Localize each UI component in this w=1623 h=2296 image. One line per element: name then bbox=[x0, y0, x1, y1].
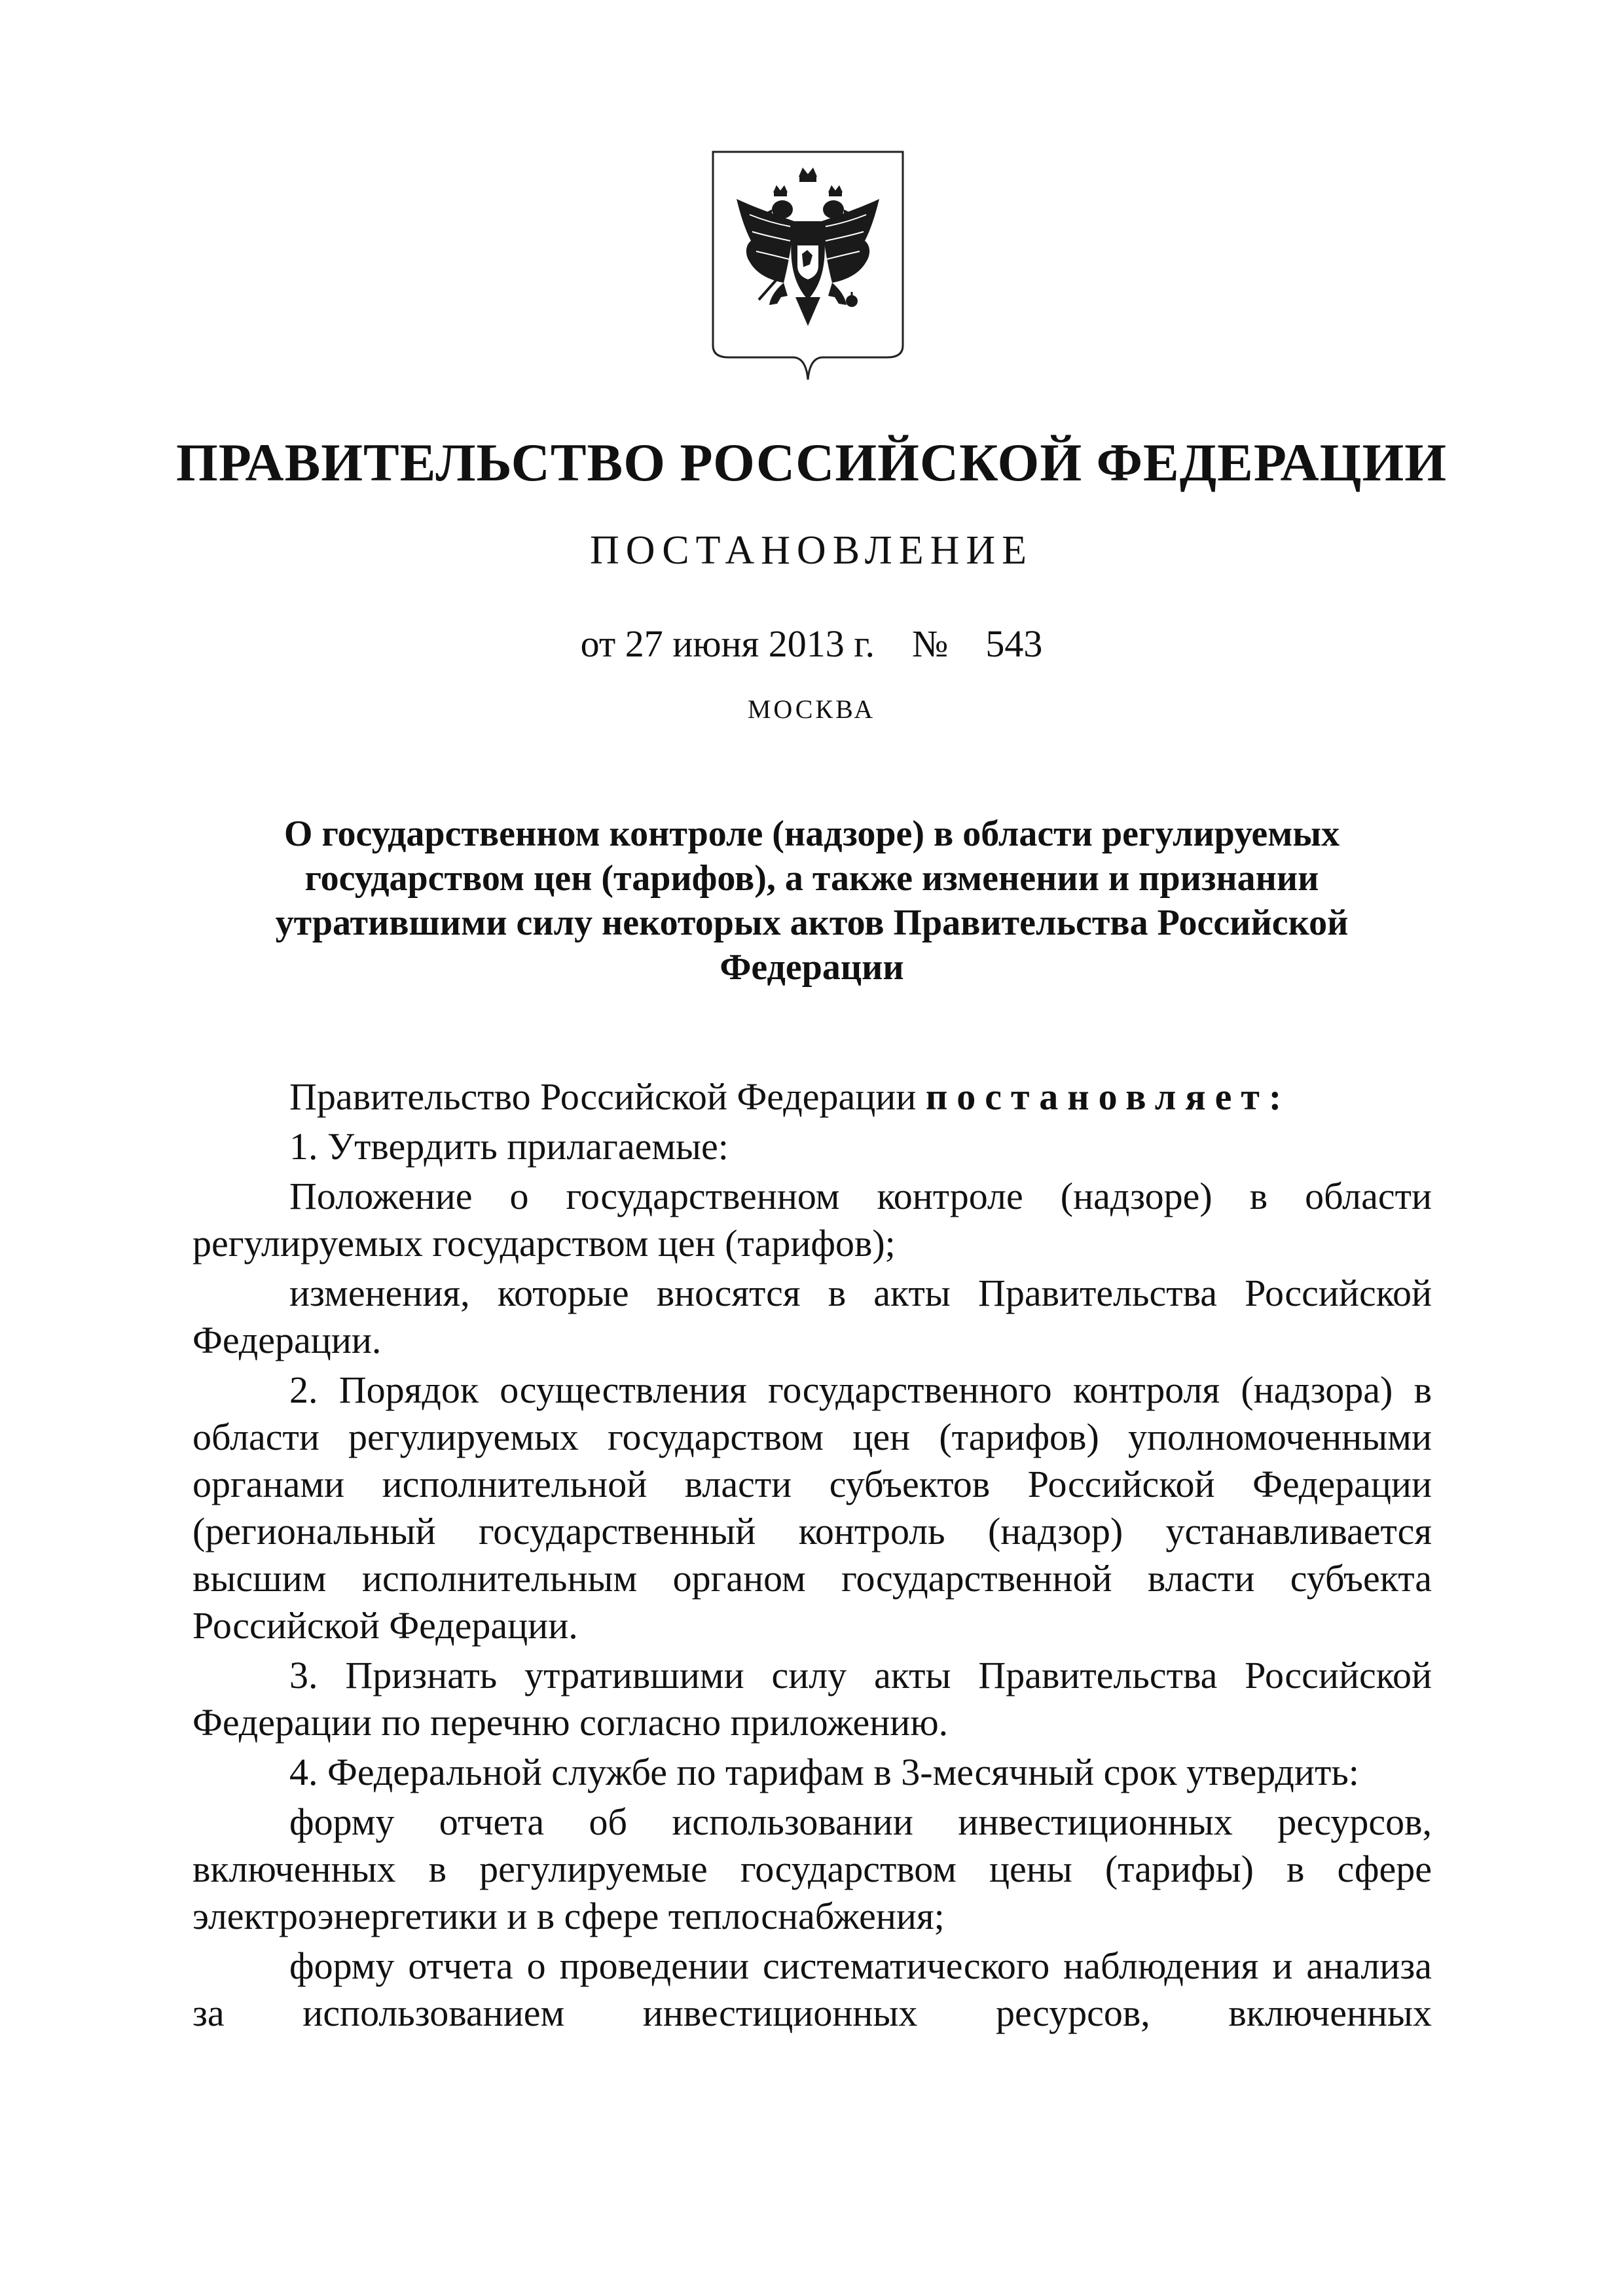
paragraph-2: 2. Порядок осуществления государственного контроля (надзора) в области регулируемых государством цен (тарифов) уполномоченными органами исполнительной власти субъектов Российской Федерации (региональный государственный контроль (надзор) устанавливается высшим исполнительным органом государственной власти субъекта Российской Федерации. bbox=[192, 1369, 1432, 1647]
document-number: 543 bbox=[985, 622, 1043, 665]
subject-line: Федерации bbox=[720, 947, 904, 988]
paragraph-4-item-b: форму отчета о проведении систематического наблюдения и анализа за использованием инвестиционных ресурсов, включенных bbox=[192, 1945, 1432, 2034]
paragraph-3: 3. Признать утратившими силу акты Правительства Российской Федерации по перечню согласно приложению. bbox=[192, 1654, 1432, 1744]
preamble-text: Правительство Российской Федерации bbox=[289, 1075, 917, 1118]
document-date: от 27 июня 2013 г. bbox=[580, 622, 875, 665]
paragraph-1-item-b: изменения, которые вносятся в акты Правительства Российской Федерации. bbox=[192, 1272, 1432, 1361]
paragraph-4: 4. Федеральной службе по тарифам в 3-месячный срок утвердить: bbox=[289, 1751, 1359, 1793]
city: МОСКВА bbox=[747, 694, 876, 724]
decree-subject bbox=[196, 812, 1427, 990]
paragraph-1: 1. Утвердить прилагаемые: bbox=[289, 1125, 729, 1168]
preamble-verb: постановляет: bbox=[925, 1075, 1291, 1118]
government-title: ПРАВИТЕЛЬСТВО РОССИЙСКОЙ ФЕДЕРАЦИИ bbox=[175, 433, 1448, 492]
date-number-line bbox=[0, 622, 1623, 666]
subject-line: О государственном контроле (надзоре) в области регулируемых bbox=[283, 814, 1340, 854]
preamble bbox=[192, 1073, 1432, 1121]
document-type: ПОСТАНОВЛЕНИЕ bbox=[589, 528, 1034, 573]
decree-body bbox=[192, 1073, 1432, 2039]
coat-of-arms-icon bbox=[710, 149, 905, 382]
subject-line: утратившими силу некоторых актов Правительства Российской bbox=[275, 903, 1349, 943]
paragraph-4-item-a: форму отчета об использовании инвестиционных ресурсов, включенных в регулируемые государством цены (тарифы) в сфере электроэнергетики и в сфере теплоснабжения; bbox=[192, 1801, 1432, 1937]
subject-line: государством цен (тарифов), а также изменении и признании bbox=[304, 858, 1319, 899]
number-sign: № bbox=[912, 622, 949, 665]
paragraph-1-item-a: Положение о государственном контроле (надзоре) в области регулируемых государством цен (тарифов); bbox=[192, 1175, 1432, 1265]
